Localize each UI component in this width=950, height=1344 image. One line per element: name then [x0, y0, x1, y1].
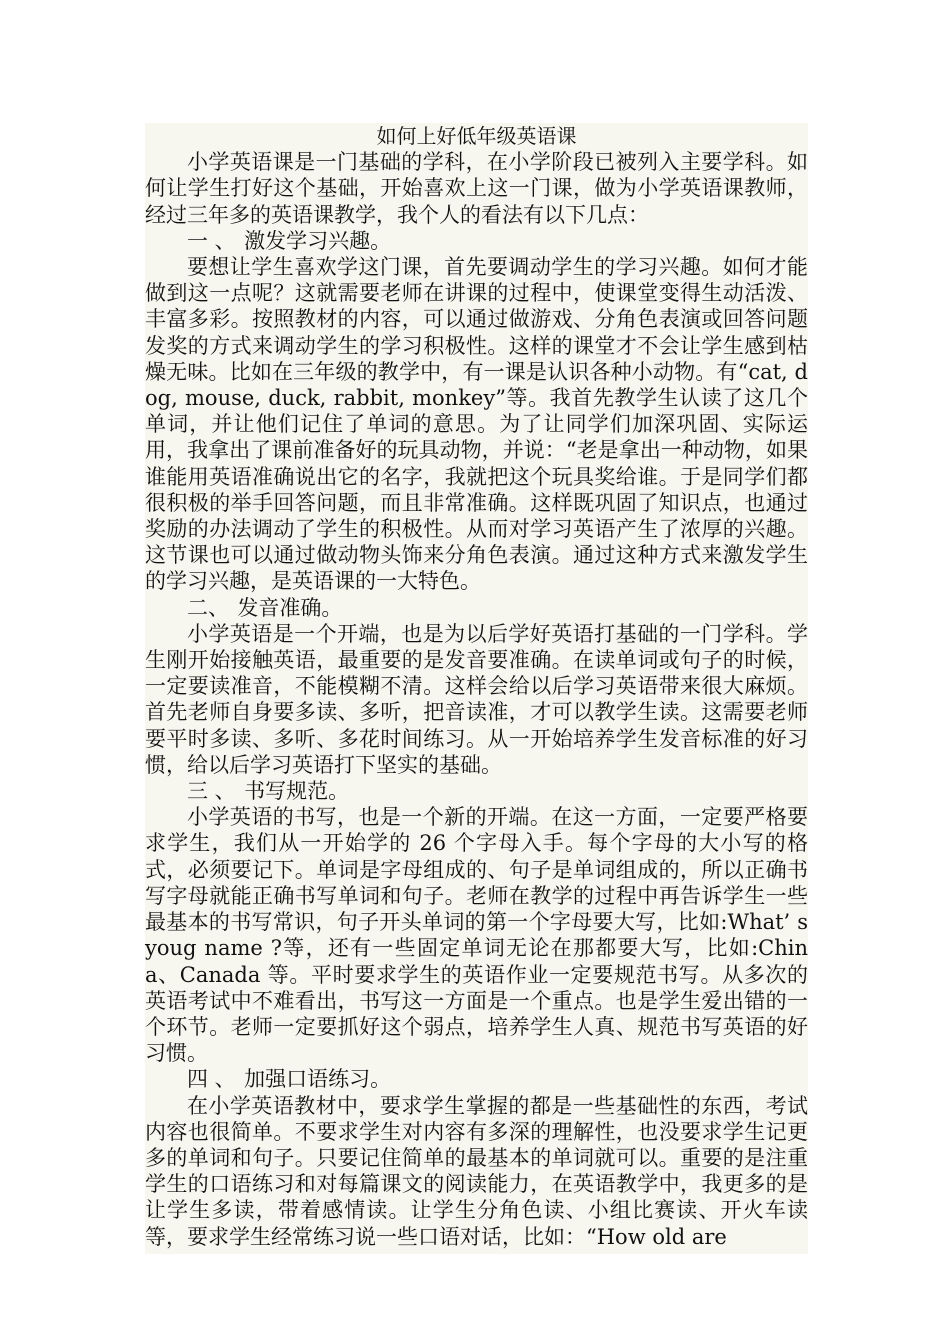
section-1-title: 激发学习兴趣。 [244, 228, 392, 253]
section-1-number: 一 、 [187, 228, 236, 253]
document-title: 如何上好低年级英语课 [376, 124, 577, 148]
section-2-number: 二、 [187, 595, 229, 620]
section-1-heading [145, 228, 808, 254]
section-2-heading [145, 595, 808, 621]
section-3-title: 书写规范。 [244, 779, 350, 804]
section-4-number: 四 、 [187, 1067, 236, 1092]
section-3-heading [145, 778, 808, 804]
section-2-title: 发音准确。 [237, 595, 343, 620]
section-4-title: 加强口语练习。 [244, 1067, 392, 1092]
section-3-body: 小学英语的书写，也是一个新的开端。在这一方面，一定要严格要求学生，我们从一开始学的 26 个字母入手。每个字母的大小写的格式，必须要记下。单词是字母组成的、句子是单词组成的，所以正确书写字母就能正确书写单词和句子。老师在教学的过程中再告诉学生一些最基本的书写常识，句子开头单词的第一个字母要大写，比如:What’ s youg name ?等，还有一些固定单词无论在那都要大写，比如:China、Canada 等。平时要求学生的英语作业一定要规范书写。从多次的英语考试中不难看出，书写这一方面是一个重点。也是学生爱出错的一个环节。老师一定要抓好这个弱点，培养学生人真、规范书写英语的好习惯。 [145, 805, 808, 1066]
document-body [145, 123, 808, 1254]
section-2-body: 小学英语是一个开端，也是为以后学好英语打基础的一门学科。学生刚开始接触英语，最重要的是发音要准确。在读单词或句子的时候，一定要读准音，不能模糊不清。这样会给以后学习英语带来很大麻烦。首先老师自身要多读、多听，把音读准，才可以教学生读。这需要老师要平时多读、多听、多花时间练习。从一开始培养学生发音标准的好习惯，给以后学习英语打下坚实的基础。 [145, 621, 808, 777]
section-4-heading [145, 1066, 808, 1092]
section-4-body: 在小学英语教材中，要求学生掌握的都是一些基础性的东西，考试内容也很简单。不要求学生对内容有多深的理解性，也没要求学生记更多的单词和句子。只要记住简单的最基本的单词就可以。重要的是注重学生的口语练习和对每篇课文的阅读能力，在英语教学中，我更多的是让学生多读，带着感情读。让学生分角色读、小组比赛读、开火车读等，要求学生经常练习说一些口语对话，比如：“How old are [145, 1093, 808, 1249]
section-3-number: 三 、 [187, 779, 236, 804]
intro-paragraph: 小学英语课是一门基础的学科，在小学阶段已被列入主要学科。如何让学生打好这个基础，开始喜欢上这一门课，做为小学英语课教师，经过三年多的英语课教学，我个人的看法有以下几点： [145, 150, 808, 227]
section-1-body: 要想让学生喜欢学这门课，首先要调动学生的学习兴趣。如何才能做到这一点呢？这就需要老师在讲课的过程中，使课堂变得生动活泼、丰富多彩。按照教材的内容，可以通过做游戏、分角色表演或回答问题发奖的方式来调动学生的学习积极性。这样的课堂才不会让学生感到枯燥无味。比如在三年级的教学中，有一课是认识各种小动物。有“cat, dog, mouse, duck, rabbit, monkey”等。我首先教学生认读了这几个单词，并让他们记住了单词的意思。为了让同学们加深巩固、实际运用，我拿出了课前准备好的玩具动物，并说：“老是拿出一种动物，如果谁能用英语准确说出它的名字，我就把这个玩具奖给谁。于是同学们都很积极的举手回答问题，而且非常准确。这样既巩固了知识点，也通过奖励的办法调动了学生的积极性。从而对学习英语产生了浓厚的兴趣。这节课也可以通过做动物头饰来分角色表演。通过这种方式来激发学生的学习兴趣，是英语课的一大特色。 [145, 255, 808, 594]
